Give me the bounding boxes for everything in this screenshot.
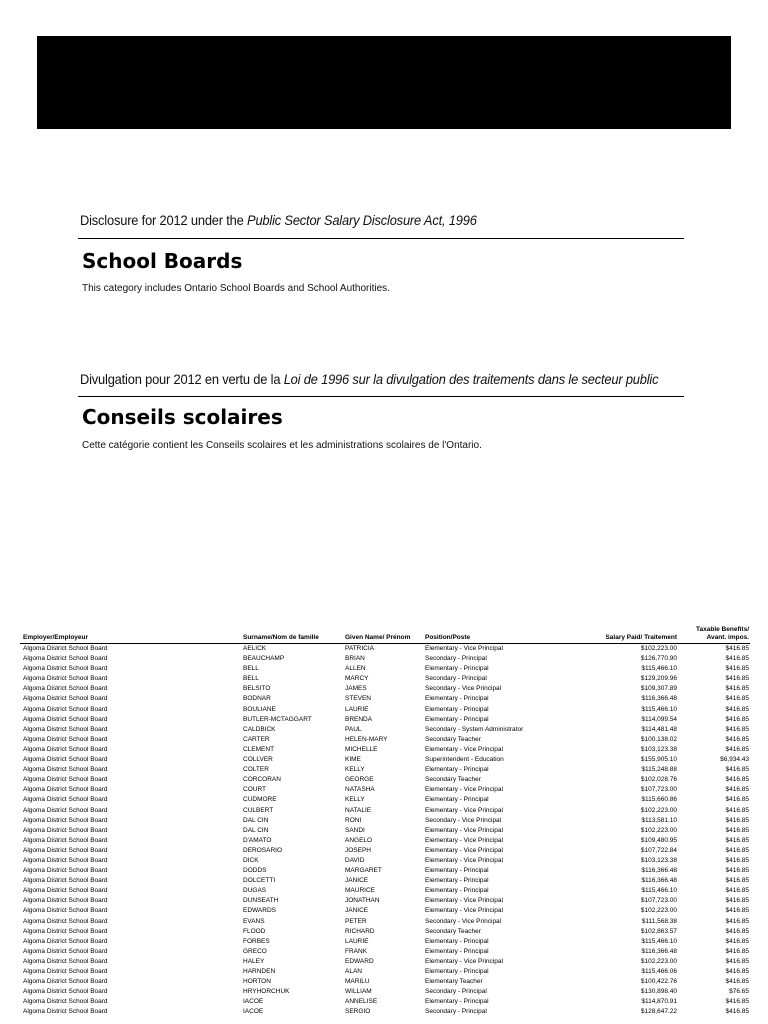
surname-cell: DAL CIN	[243, 816, 269, 824]
salary-cell: $109,307.89	[640, 685, 677, 693]
position-cell: Elementary - Vice Principal	[425, 846, 503, 854]
salary-cell: $128,647.22	[640, 1008, 677, 1016]
given-name-cell: BRENDA	[345, 715, 373, 723]
employer-cell: Algoma District School Board	[23, 725, 108, 733]
given-name-cell: JOSEPH	[345, 846, 372, 854]
table-row	[20, 896, 750, 906]
header-banner	[37, 36, 731, 129]
surname-cell: DODDS	[243, 867, 267, 875]
position-cell: Elementary - Vice Principal	[425, 836, 503, 844]
table-row	[20, 755, 750, 765]
given-name-cell: RONI	[345, 816, 362, 824]
benefits-cell: $416.85	[725, 655, 749, 663]
position-cell: Elementary - Principal	[425, 968, 489, 975]
position-cell: Elementary - Vice Principal	[425, 786, 503, 794]
surname-cell: DEROSARIO	[243, 846, 283, 854]
employer-cell: Algoma District School Board	[23, 856, 108, 864]
benefits-cell: $416.85	[725, 927, 749, 935]
benefits-cell: $416.85	[725, 877, 749, 885]
given-name-cell: ALLEN	[345, 665, 366, 673]
category-description-fr: Cette catégorie contient les Conseils scolaires et les administrations scolaires de l'Ontario.	[82, 440, 482, 451]
salary-cell: $107,723.00	[640, 897, 677, 905]
position-cell: Secondary - Principal	[425, 675, 487, 683]
employer-cell: Algoma District School Board	[23, 806, 108, 814]
benefits-cell: $416.85	[725, 725, 749, 733]
position-cell: Elementary - Principal	[425, 665, 489, 673]
table-row	[20, 694, 750, 704]
employer-cell: Algoma District School Board	[23, 665, 108, 673]
position-cell: Secondary - Principal	[425, 655, 487, 663]
employer-cell: Algoma District School Board	[23, 756, 108, 764]
employer-cell: Algoma District School Board	[23, 705, 108, 713]
benefits-cell: $416.85	[725, 856, 749, 864]
table-row	[20, 735, 750, 745]
salary-cell: $115,248.88	[641, 766, 677, 774]
given-name-cell: SERGIO	[345, 1008, 371, 1016]
salary-cell: $109,480.95	[640, 836, 677, 844]
benefits-cell: $416.85	[725, 846, 749, 854]
surname-cell: BODNAR	[243, 695, 271, 703]
given-name-cell: ANGELO	[345, 836, 373, 844]
employer-cell: Algoma District School Board	[23, 968, 108, 975]
surname-cell: BELL	[243, 675, 259, 683]
benefits-cell: $416.85	[725, 937, 749, 945]
table-row	[20, 957, 750, 967]
surname-cell: CALDBICK	[243, 725, 276, 733]
employer-cell: Algoma District School Board	[23, 735, 108, 743]
benefits-cell: $416.85	[725, 705, 749, 713]
given-name-cell: PAUL	[345, 725, 362, 733]
salary-cell: $115,466.10	[641, 937, 677, 945]
given-name-cell: MARCY	[345, 675, 369, 683]
header-benefits: Taxable Benefits/ Avant. impos.	[678, 626, 750, 644]
given-name-cell: SANDI	[345, 826, 365, 834]
employer-cell: Algoma District School Board	[23, 978, 108, 986]
given-name-cell: KELLY	[345, 766, 365, 774]
benefits-cell: $416.85	[725, 796, 749, 804]
surname-cell: HRYHORCHUK	[243, 988, 290, 996]
position-cell: Secondary Teacher	[425, 735, 481, 743]
position-cell: Secondary - Principal	[425, 1008, 487, 1016]
surname-cell: EDWARDS	[243, 907, 276, 915]
surname-cell: DAL CIN	[243, 826, 269, 834]
given-name-cell: JANICE	[345, 907, 369, 915]
given-name-cell: EDWARD	[345, 957, 374, 965]
benefits-cell: $416.85	[725, 978, 749, 986]
position-cell: Elementary - Principal	[425, 796, 489, 804]
table-row	[20, 1007, 750, 1017]
employer-cell: Algoma District School Board	[23, 816, 108, 824]
disclosure-prefix-fr: Divulgation pour 2012 en vertu de la	[80, 371, 284, 387]
table-row	[20, 947, 750, 957]
table-row	[20, 785, 750, 795]
benefits-cell: $416.85	[725, 776, 749, 784]
given-name-cell: JONATHAN	[345, 897, 380, 905]
employer-cell: Algoma District School Board	[23, 988, 108, 996]
benefits-cell: $416.85	[725, 836, 749, 844]
salary-cell: $116,366.48	[641, 695, 677, 703]
surname-cell: BELL	[243, 665, 259, 673]
salary-cell: $130,898.40	[640, 988, 677, 996]
given-name-cell: JAMES	[345, 685, 367, 693]
employer-cell: Algoma District School Board	[23, 826, 108, 834]
given-name-cell: WILLIAM	[345, 988, 372, 996]
given-name-cell: MICHELLE	[345, 745, 378, 753]
disclosure-prefix-en: Disclosure for 2012 under the	[80, 212, 248, 228]
position-cell: Elementary - Principal	[425, 766, 489, 774]
salary-cell: $115,466.10	[641, 705, 677, 713]
salary-cell: $107,722.84	[640, 846, 677, 854]
benefits-cell: $416.85	[725, 917, 749, 925]
benefits-cell: $416.85	[725, 735, 749, 743]
position-cell: Elementary - Vice Principal	[425, 856, 503, 864]
employer-cell: Algoma District School Board	[23, 836, 108, 844]
table-row	[20, 795, 750, 805]
salary-cell: $155,905.10	[640, 756, 677, 764]
benefits-cell: $416.85	[725, 907, 749, 915]
salary-table	[20, 626, 750, 1017]
salary-cell: $111,568.38	[641, 917, 677, 925]
position-cell: Secondary - Principal	[425, 988, 487, 996]
employer-cell: Algoma District School Board	[23, 998, 108, 1006]
employer-cell: Algoma District School Board	[23, 766, 108, 774]
position-cell: Elementary - Vice Principal	[425, 907, 503, 915]
category-title-en: School Boards	[82, 249, 243, 273]
benefits-cell: $416.85	[725, 745, 749, 753]
salary-cell: $114,870.91	[641, 998, 677, 1006]
position-cell: Elementary - Principal	[425, 937, 489, 945]
benefits-cell: $416.85	[725, 947, 749, 955]
table-row	[20, 684, 750, 694]
salary-cell: $115,466.10	[641, 665, 677, 673]
benefits-cell: $76.65	[729, 988, 749, 996]
surname-cell: BELSITO	[243, 685, 271, 693]
given-name-cell: GEORGE	[345, 776, 374, 784]
employer-cell: Algoma District School Board	[23, 846, 108, 854]
salary-table-container	[20, 626, 749, 1017]
position-cell: Elementary - Principal	[425, 715, 489, 723]
salary-cell: $116,366.48	[641, 877, 677, 885]
surname-cell: DOLCETTI	[243, 877, 276, 885]
surname-cell: HARNDEN	[243, 968, 276, 975]
given-name-cell: KIME	[345, 756, 361, 764]
table-row	[20, 856, 750, 866]
given-name-cell: FRANK	[345, 947, 368, 955]
table-row	[20, 987, 750, 997]
given-name-cell: MARGARET	[345, 867, 382, 875]
header-position: Position/Poste	[424, 626, 576, 644]
salary-cell: $102,223.00	[640, 645, 677, 652]
header-salary: Salary Paid/ Traitement	[576, 626, 678, 644]
salary-cell: $113,581.10	[641, 816, 677, 824]
employer-cell: Algoma District School Board	[23, 877, 108, 885]
given-name-cell: ANNELISE	[345, 998, 378, 1006]
benefits-cell: $416.85	[725, 645, 749, 652]
salary-cell: $102,863.57	[640, 927, 677, 935]
benefits-cell: $416.85	[725, 715, 749, 723]
table-row	[20, 674, 750, 684]
salary-cell: $102,223.00	[640, 907, 677, 915]
benefits-cell: $416.85	[725, 897, 749, 905]
surname-cell: CARTER	[243, 735, 270, 743]
employer-cell: Algoma District School Board	[23, 907, 108, 915]
surname-cell: CULBERT	[243, 806, 274, 814]
table-body	[20, 644, 750, 1018]
table-row	[20, 765, 750, 775]
surname-cell: IACOE	[243, 998, 264, 1006]
benefits-cell: $416.85	[725, 957, 749, 965]
category-title-fr: Conseils scolaires	[82, 405, 283, 429]
salary-cell: $103,123.38	[640, 745, 677, 753]
benefits-cell: $416.85	[725, 665, 749, 673]
employer-cell: Algoma District School Board	[23, 796, 108, 804]
given-name-cell: RICHARD	[345, 927, 375, 935]
surname-cell: COLTER	[243, 766, 269, 774]
given-name-cell: ALAN	[345, 968, 362, 975]
table-row	[20, 866, 750, 876]
surname-cell: HORTON	[243, 978, 271, 986]
salary-cell: $107,723.00	[640, 786, 677, 794]
surname-cell: DUGAS	[243, 887, 267, 895]
salary-cell: $115,660.86	[641, 796, 677, 804]
table-row	[20, 997, 750, 1007]
position-cell: Secondary - System Administrator	[425, 725, 524, 733]
salary-cell: $126,770.90	[640, 655, 677, 663]
benefits-cell: $416.85	[725, 867, 749, 875]
benefits-cell: $416.85	[725, 695, 749, 703]
position-cell: Secondary - Vice Principal	[425, 917, 502, 925]
given-name-cell: PATRICIA	[345, 645, 375, 652]
benefits-cell: $6,934.43	[720, 756, 749, 764]
salary-cell: $114,099.54	[641, 715, 677, 723]
benefits-cell: $416.85	[725, 816, 749, 824]
benefits-cell: $416.85	[725, 786, 749, 794]
surname-cell: DUNSEATH	[243, 897, 279, 905]
given-name-cell: PETER	[345, 917, 367, 925]
given-name-cell: BRIAN	[345, 655, 365, 663]
header-given-name: Given Name/ Prénom	[344, 626, 424, 644]
table-row	[20, 977, 750, 987]
surname-cell: D'AMATO	[243, 836, 272, 844]
surname-cell: IACOE	[243, 1008, 264, 1016]
table-row	[20, 664, 750, 674]
given-name-cell: HELEN-MARY	[345, 735, 388, 743]
position-cell: Elementary - Vice Principal	[425, 826, 503, 834]
surname-cell: CUDMORE	[243, 796, 277, 804]
given-name-cell: STEVEN	[345, 695, 372, 703]
surname-cell: CORCORAN	[243, 776, 281, 784]
surname-cell: BUTLER-MCTAGGART	[243, 715, 312, 723]
given-name-cell: LAURIE	[345, 705, 369, 713]
divider-fr	[78, 396, 684, 397]
table-row	[20, 967, 750, 977]
header-surname: Surname/Nom de famille	[242, 626, 344, 644]
given-name-cell: MARILU	[345, 978, 370, 986]
given-name-cell: KELLY	[345, 796, 365, 804]
position-cell: Elementary - Vice Principal	[425, 806, 503, 814]
benefits-cell: $416.85	[725, 998, 749, 1006]
salary-cell: $100,138.02	[640, 735, 677, 743]
employer-cell: Algoma District School Board	[23, 695, 108, 703]
position-cell: Elementary - Principal	[425, 705, 489, 713]
table-row	[20, 937, 750, 947]
benefits-cell: $416.85	[725, 887, 749, 895]
surname-cell: BOULIANE	[243, 705, 276, 713]
benefits-cell: $416.85	[725, 826, 749, 834]
position-cell: Secondary - Vice Principal	[425, 685, 502, 693]
surname-cell: BEAUCHAMP	[243, 655, 285, 663]
surname-cell: CLEMENT	[243, 745, 275, 753]
surname-cell: FORBES	[243, 937, 270, 945]
position-cell: Elementary - Principal	[425, 887, 489, 895]
table-row	[20, 745, 750, 755]
given-name-cell: MAURICE	[345, 887, 375, 895]
employer-cell: Algoma District School Board	[23, 655, 108, 663]
surname-cell: DICK	[243, 856, 259, 864]
salary-cell: $115,466.10	[641, 887, 677, 895]
table-row	[20, 886, 750, 896]
table-row	[20, 846, 750, 856]
surname-cell: AELICK	[243, 645, 267, 652]
employer-cell: Algoma District School Board	[23, 776, 108, 784]
salary-cell: $102,223.00	[640, 957, 677, 965]
table-row	[20, 775, 750, 785]
header-employer: Employer/Employeur	[20, 626, 242, 644]
salary-cell: $100,422.76	[640, 978, 677, 986]
benefits-cell: $416.85	[725, 968, 749, 975]
given-name-cell: NATASHA	[345, 786, 375, 794]
table-row	[20, 806, 750, 816]
position-cell: Elementary - Vice Principal	[425, 957, 503, 965]
table-row	[20, 836, 750, 846]
surname-cell: GRECO	[243, 947, 267, 955]
table-row	[20, 816, 750, 826]
benefits-cell: $416.85	[725, 675, 749, 683]
surname-cell: COURT	[243, 786, 266, 794]
employer-cell: Algoma District School Board	[23, 897, 108, 905]
salary-cell: $102,223.00	[640, 806, 677, 814]
position-cell: Elementary - Vice Principal	[425, 745, 503, 753]
position-cell: Superintendent - Education	[425, 756, 504, 764]
salary-cell: $116,366.48	[641, 947, 677, 955]
position-cell: Elementary - Principal	[425, 877, 489, 885]
position-cell: Secondary - Vice Principal	[425, 816, 502, 824]
position-cell: Elementary - Vice Principal	[425, 897, 503, 905]
position-cell: Secondary Teacher	[425, 776, 481, 784]
category-description-en: This category includes Ontario School Boards and School Authorities.	[82, 283, 390, 294]
table-header-row	[20, 626, 750, 644]
employer-cell: Algoma District School Board	[23, 947, 108, 955]
employer-cell: Algoma District School Board	[23, 957, 108, 965]
employer-cell: Algoma District School Board	[23, 675, 108, 683]
disclosure-act-en: Public Sector Salary Disclosure Act, 1996	[247, 212, 477, 228]
employer-cell: Algoma District School Board	[23, 917, 108, 925]
table-row	[20, 725, 750, 735]
given-name-cell: NATALIE	[345, 806, 372, 814]
surname-cell: HALEY	[243, 957, 265, 965]
benefits-cell: $416.85	[725, 1008, 749, 1016]
position-cell: Elementary Teacher	[425, 978, 483, 986]
table-row	[20, 906, 750, 916]
given-name-cell: LAURIE	[345, 937, 369, 945]
disclosure-subtitle-en	[80, 212, 477, 228]
table-row	[20, 654, 750, 664]
divider-en	[78, 238, 684, 239]
table-row	[20, 644, 750, 655]
employer-cell: Algoma District School Board	[23, 887, 108, 895]
employer-cell: Algoma District School Board	[23, 927, 108, 935]
benefits-cell: $416.85	[725, 685, 749, 693]
table-row	[20, 715, 750, 725]
benefits-cell: $416.85	[725, 766, 749, 774]
salary-cell: $116,366.48	[641, 867, 677, 875]
employer-cell: Algoma District School Board	[23, 937, 108, 945]
position-cell: Elementary - Principal	[425, 867, 489, 875]
table-row	[20, 917, 750, 927]
given-name-cell: DAVID	[345, 856, 365, 864]
given-name-cell: JANICE	[345, 877, 369, 885]
employer-cell: Algoma District School Board	[23, 745, 108, 753]
position-cell: Elementary - Vice Principal	[425, 645, 503, 652]
surname-cell: FLOOD	[243, 927, 266, 935]
salary-cell: $114,481.48	[641, 725, 677, 733]
employer-cell: Algoma District School Board	[23, 867, 108, 875]
position-cell: Elementary - Principal	[425, 947, 489, 955]
surname-cell: EVANS	[243, 917, 265, 925]
position-cell: Elementary - Principal	[425, 695, 489, 703]
salary-cell: $103,123.38	[640, 856, 677, 864]
employer-cell: Algoma District School Board	[23, 1008, 108, 1016]
employer-cell: Algoma District School Board	[23, 786, 108, 794]
benefits-cell: $416.85	[725, 806, 749, 814]
employer-cell: Algoma District School Board	[23, 685, 108, 693]
disclosure-subtitle-fr	[80, 371, 658, 387]
employer-cell: Algoma District School Board	[23, 715, 108, 723]
salary-cell: $102,223.00	[640, 826, 677, 834]
table-row	[20, 826, 750, 836]
table-row	[20, 927, 750, 937]
disclosure-act-fr: Loi de 1996 sur la divulgation des traitements dans le secteur public	[283, 371, 659, 387]
salary-cell: $129,209.96	[640, 675, 677, 683]
position-cell: Secondary Teacher	[425, 927, 481, 935]
table-row	[20, 705, 750, 715]
employer-cell: Algoma District School Board	[23, 645, 108, 652]
salary-cell: $102,028.76	[640, 776, 677, 784]
position-cell: Elementary - Principal	[425, 998, 489, 1006]
table-row	[20, 876, 750, 886]
salary-cell: $115,466.06	[641, 968, 677, 975]
surname-cell: COLLVER	[243, 756, 273, 764]
